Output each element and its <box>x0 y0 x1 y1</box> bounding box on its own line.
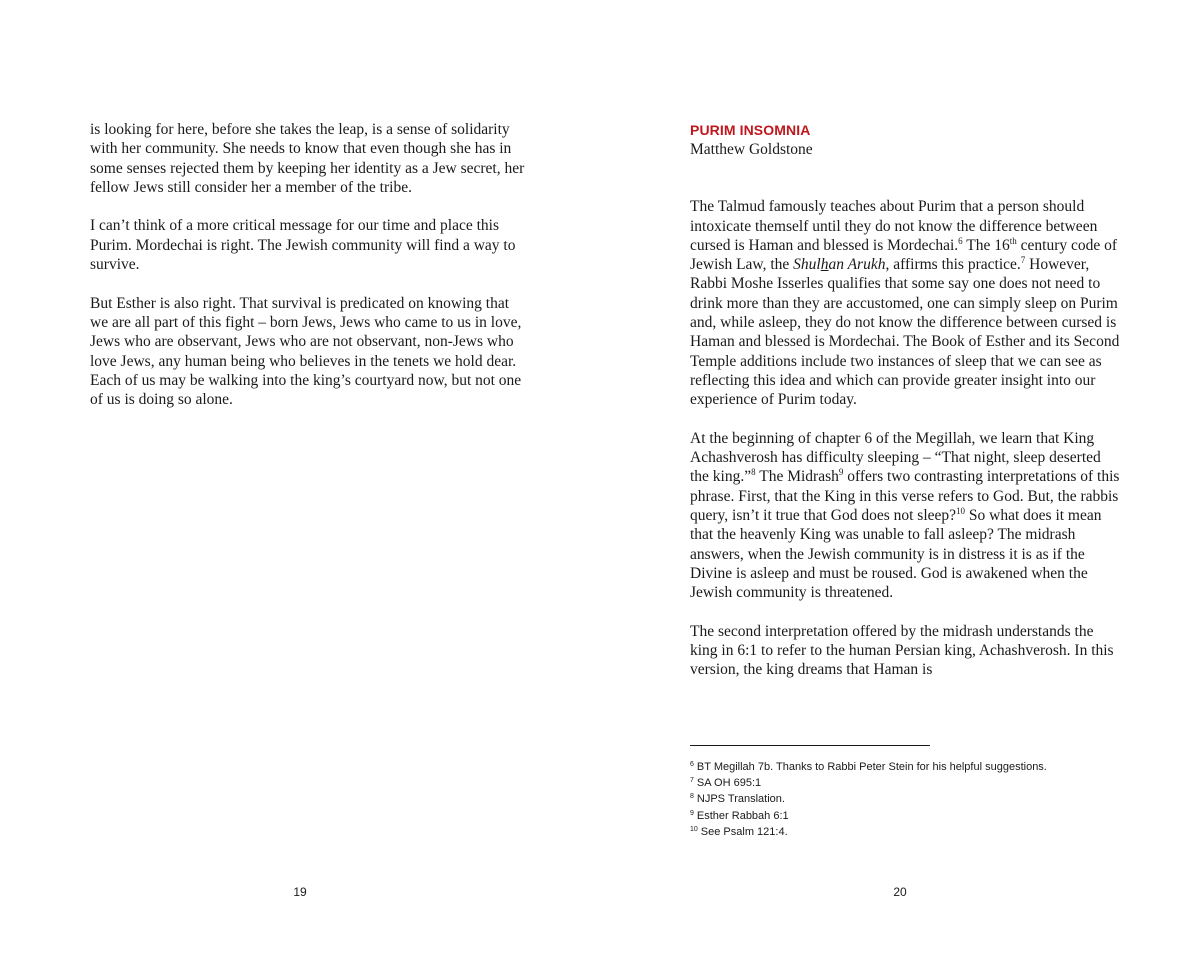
right-page <box>600 0 1200 960</box>
footnote-ref[interactable]: 9 <box>838 467 844 478</box>
footnote-ref[interactable]: 8 <box>751 467 756 478</box>
paragraph <box>690 429 1120 603</box>
footnote-text: SA OH 695:1 <box>696 777 762 790</box>
text-run: However, Rabbi Moshe Isserles qualifies that some say one does not need to drink more than they are accustomed, one can simply sleep on Purim and, while asleep, they do not know the difference between cursed is Haman and blessed is Mordechai. The Book of Esther and its Second Temple additions include two instances of sleep that we can see as reflecting this idea and which can provide greater insight into our experience of Purim today. <box>690 256 1120 409</box>
footnote <box>690 824 1130 840</box>
right-page-body <box>690 121 1120 699</box>
book-title <box>793 256 885 273</box>
footnote-divider <box>690 745 930 746</box>
text-run: At the beginning of chapter 6 of the Megillah, we learn that King Achashverosh has difficulty sleeping – “That night, sleep deserted the king.” <box>690 429 1101 486</box>
footnote-ref[interactable]: 7 <box>1020 255 1026 266</box>
text-run: century code of Jewish Law, the <box>690 236 1118 274</box>
left-page-body <box>90 120 530 429</box>
text-run: The Talmud famously teaches about Purim that a person should intoxicate themself until they do not know the difference between cursed is Haman and blessed is Mordechai. <box>690 198 1098 254</box>
footnote-number: 7 <box>690 777 694 785</box>
text-run: , affirms this practice. <box>885 256 1021 274</box>
text-run: an Arukh <box>828 256 886 274</box>
page-number: 20 <box>893 885 907 899</box>
text-run: The Midrash <box>755 468 839 486</box>
footnote-number: 10 <box>690 825 698 833</box>
article-author: Matthew Goldstone <box>690 141 813 158</box>
paragraph: is looking for here, before she takes the leap, is a sense of solidarity with her community. She needs to know that even though she has in some senses rejected them by keeping her identity as a Jew secret, her fellow Jews still consider her a member of the tribe. <box>90 121 525 196</box>
text-run: So what does it mean that the heavenly King was unable to fall asleep? The midrash answers, when the Jewish community is in distress it is as if the Divine is asleep and must be roused. God is awakened when the Jewish community is threatened. <box>690 507 1102 602</box>
text-run: The 16 <box>962 236 1010 254</box>
footnote <box>690 808 1130 824</box>
text-run: offers two contrasting interpretations of this phrase. First, that the King in this verse refers to God. But, the rabbis query, isn’t it true that God does not sleep? <box>690 468 1120 525</box>
page-number: 19 <box>293 885 307 899</box>
footnote-text: See Psalm 121:4. <box>700 825 788 838</box>
text-run: h <box>820 256 829 274</box>
footnote-ref[interactable]: 10 <box>956 506 966 517</box>
footnote-number: 8 <box>690 793 694 801</box>
footnote-text: Esther Rabbah 6:1 <box>696 809 789 822</box>
footnote-text: NJPS Translation. <box>696 793 785 806</box>
footnote <box>690 775 1130 791</box>
paragraph: But Esther is also right. That survival is predicated on knowing that we are all part of this fight – born Jews, Jews who came to us in love, Jews who are observant, Jews who are not observant, non-Jews who love Jews, any human being who believes in the tenets we hold dear. Each of us may be walking into the king’s courtyard now, but not one of us is doing so alone. <box>90 294 522 409</box>
footnotes <box>690 759 1130 840</box>
footnote-ref[interactable]: 6 <box>958 235 963 246</box>
footnote-number: 9 <box>690 809 694 817</box>
article-title: PURIM INSOMNIA <box>690 122 811 138</box>
footnote-number: 6 <box>690 761 694 768</box>
paragraph: I can’t think of a more critical message for our time and place this Purim. Mordechai is right. The Jewish community will find a way to survive. <box>90 217 516 274</box>
paragraph <box>690 197 1120 409</box>
ordinal-suffix: th <box>1009 235 1017 246</box>
footnote-text: BT Megillah 7b. Thanks to Rabbi Peter Stein for his helpful suggestions. <box>696 761 1047 773</box>
paragraph: The second interpretation offered by the midrash understands the king in 6:1 to refer to the human Persian king, Achashverosh. In this version, the king dreams that Haman is <box>690 622 1114 679</box>
footnote <box>690 791 1130 807</box>
footnote <box>690 759 1130 775</box>
text-run: Shul <box>793 256 821 274</box>
